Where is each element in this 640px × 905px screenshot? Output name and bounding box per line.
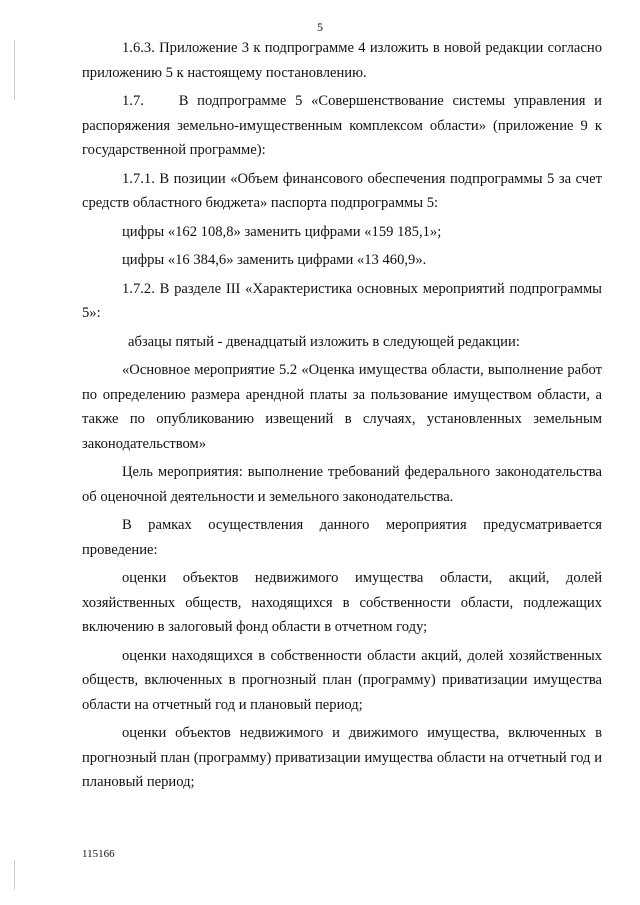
paragraph-abzacy: абзацы пятый - двенадцатый изложить в следующей редакции: [128,333,520,350]
paragraph-assessment-2: оценки находящихся в собственности области акций, долей хозяйственных обществ, включенных в прогнозный план (программу) приватизации имущества области на отчетный год и плановый период; [82,647,602,713]
page-number: 5 [317,20,323,34]
paragraph-1-7-1: 1.7.1. В позиции «Объем финансового обеспечения подпрограммы 5 за счет средств областного бюджета» паспорта подпрограммы 5: [82,170,602,211]
paragraph-framework: В рамках осуществления данного мероприятия предусматривается проведение: [82,517,602,558]
paragraph-figures-1: цифры «162 108,8» заменить цифрами «159 185,1»; [122,223,442,240]
paragraph-goal: Цель мероприятия: выполнение требований федерального законодательства об оценочной деятельности и земельного законодательства. [82,464,602,505]
paragraph-1-7: 1.7. В подпрограмме 5 «Совершенствование системы управления и распоряжения земельно-имущественным комплексом области» (приложение 9 к государственной программе): [82,93,602,158]
paragraph-1-7-2: 1.7.2. В разделе III «Характеристика основных мероприятий подпрограммы 5»: [82,280,602,321]
paragraph-assessment-1: оценки объектов недвижимого имущества области, акций, долей хозяйственных обществ, находящихся в собственности области, подлежащих включению в залоговый фонд области в отчетном году; [82,570,602,635]
paragraph-1-6-3: 1.6.3. Приложение 3 к подпрограмме 4 изложить в новой редакции согласно приложению 5 к настоящему постановлению. [82,40,602,81]
scan-margin-line-top [14,40,15,100]
paragraph-assessment-3: оценки объектов недвижимого и движимого имущества, включенных в прогнозный план (программу) приватизации имущества области на отчетный год и плановый период; [82,725,602,790]
document-code: 115166 [82,848,115,860]
paragraph-figures-2: цифры «16 384,6» заменить цифрами «13 460,9». [122,252,427,268]
paragraph-main-event: «Основное мероприятие 5.2 «Оценка имущества области, выполнение работ по определению размера арендной платы за пользование имуществом области, а также по опубликованию извещений в случаях, установленных земельным законодательством» [82,362,602,452]
scan-margin-line-bottom [14,860,15,890]
document-body [82,36,602,799]
